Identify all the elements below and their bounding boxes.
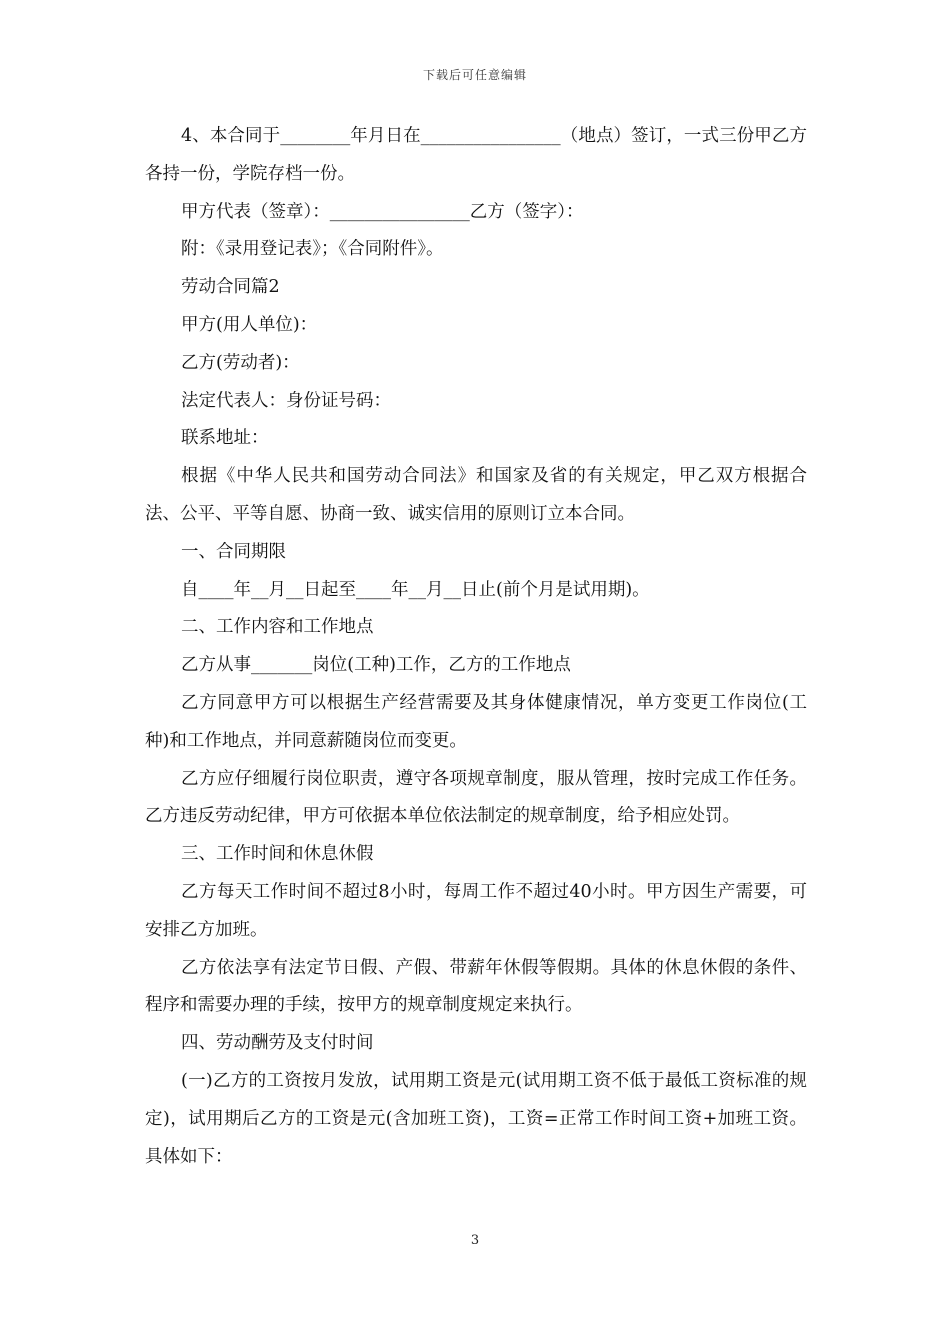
field-contact-address: 联系地址： bbox=[181, 428, 269, 449]
paragraph-position: 乙方从事_______岗位(工种)工作，乙方的工作地点 bbox=[181, 655, 571, 676]
page-number: 3 bbox=[470, 1233, 480, 1248]
paragraph-contract-term: 自____年__月__日起至____年__月__日止(前个月是试用期)。 bbox=[181, 579, 650, 600]
section-title-contract-2: 劳动合同篇2 bbox=[181, 277, 280, 298]
field-party-b: 乙方(劳动者)： bbox=[181, 352, 300, 373]
paragraph-signatures: 甲方代表（签章）：________________乙方（签字）： bbox=[181, 201, 584, 222]
heading-work-content: 二、工作内容和工作地点 bbox=[181, 617, 374, 638]
field-party-a: 甲方(用人单位)： bbox=[181, 314, 318, 335]
page-header: 下载后可任意编辑 bbox=[422, 68, 527, 82]
heading-remuneration: 四、劳动酬劳及支付时间 bbox=[181, 1033, 374, 1054]
paragraph-position-change: 乙方同意甲方可以根据生产经营需要及其身体健康情况，单方变更工作岗位(工种)和工作地点，并同意薪随岗位而变更。 bbox=[145, 692, 807, 751]
paragraph-leave: 乙方依法享有法定节日假、产假、带薪年休假等假期。具体的休息休假的条件、程序和需要办理的手续，按甲方的规章制度规定来执行。 bbox=[145, 957, 807, 1016]
field-legal-representative: 法定代表人：身份证号码： bbox=[181, 390, 391, 411]
paragraph-working-hours: 乙方每天工作时间不超过8小时，每周工作不超过40小时。甲方因生产需要，可安排乙方加班。 bbox=[145, 881, 807, 940]
paragraph-wages: (一)乙方的工资按月发放，试用期工资是元(试用期工资不低于最低工资标准的规定)，试用期后乙方的工资是元(含加班工资)，工资=正常工作时间工资+加班工资。具体如下： bbox=[145, 1070, 807, 1167]
paragraph-preamble: 根据《中华人民共和国劳动合同法》和国家及省的有关规定，甲乙双方根据合法、公平、平等自愿、协商一致、诚实信用的原则订立本合同。 bbox=[145, 466, 807, 524]
heading-working-hours: 三、工作时间和休息休假 bbox=[181, 844, 374, 865]
heading-contract-term: 一、合同期限 bbox=[181, 541, 286, 562]
paragraph-attachments: 附：《录用登记表》；《合同附件》。 bbox=[181, 239, 444, 260]
paragraph-duties: 乙方应仔细履行岗位职责，遵守各项规章制度，服从管理，按时完成工作任务。乙方违反劳动纪律，甲方可依据本单位依法制定的规章制度，给予相应处罚。 bbox=[145, 768, 807, 827]
document-body bbox=[145, 118, 807, 1176]
paragraph-signing-clause: 4、本合同于________年月日在________________（地点）签订，一式三份甲乙方各持一份，学院存档一份。 bbox=[145, 126, 807, 184]
